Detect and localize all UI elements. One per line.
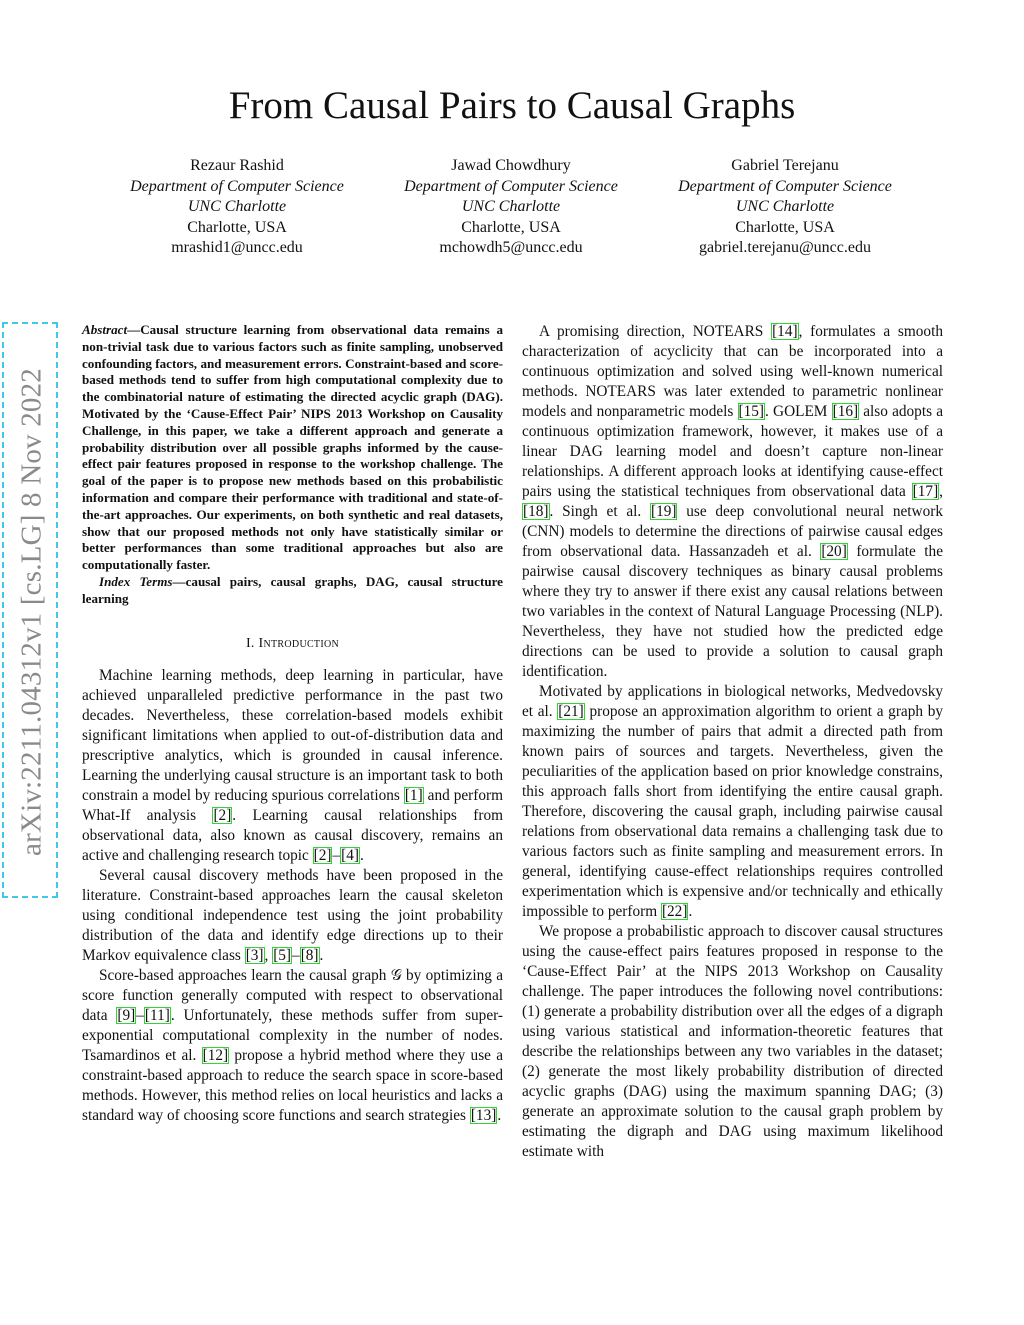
author-location: Charlotte, USA (461, 218, 561, 236)
section-number: I. (245, 635, 255, 651)
index-terms-label: Index Terms (99, 573, 173, 589)
author-block (100, 156, 924, 259)
author-location: Charlotte, USA (187, 218, 287, 236)
citation-link[interactable]: [8] (300, 946, 319, 964)
paragraph-text: and perform What-If analysis (82, 786, 503, 824)
citation-link[interactable]: [5] (273, 946, 292, 964)
left-column (82, 322, 503, 1126)
paragraph-text: . (359, 846, 364, 864)
author-university: UNC Charlotte (461, 198, 561, 215)
paragraph-text: Machine learning methods, deep learning in particular, have achieved unparalleled predictive performance in the past two decades. Nevertheless, these correlation-based models exhibit significant limitations when applied to out-of-distribution data and prescriptive analytics, which is grounded in causal inference. Learning the underlying causal structure is an important task to both constrain a model by reducing spurious correlations (82, 666, 503, 804)
author-email[interactable]: mrashid1@uncc.edu (171, 239, 303, 256)
paragraph-text: . GOLEM (765, 403, 832, 420)
paragraph-text: , (939, 483, 943, 500)
author-email[interactable]: mchowdh5@uncc.edu (439, 239, 583, 256)
paragraph-text: propose a hybrid method where they use a constraint-based approach to reduce the search space in score-based methods. However, this method relies on local heuristics and lacks a standard way of choosing score functions and search strategies (82, 1046, 503, 1124)
author-name: Rezaur Rashid (190, 157, 284, 174)
paragraph-text: Score-based approaches learn the causal graph 𝒢 by optimizing a score function generally computed with respect to observational data (82, 966, 503, 1024)
author-email[interactable]: gabriel.terejanu@uncc.edu (699, 239, 871, 256)
citation-link[interactable]: [19] (650, 503, 677, 520)
index-terms-dash: — (172, 573, 186, 589)
citation-link[interactable]: [1] (404, 786, 423, 804)
citation-link[interactable]: [15] (738, 403, 765, 420)
author-1 (100, 156, 374, 259)
author-department: Department of Computer Science (678, 177, 892, 195)
paragraph-text: We propose a probabilistic approach to discover causal structures using the cause-effect pairs features proposed in response to the ‘Cause-Effect Pair’ at the NIPS 2013 Workshop on Causality challenge. The paper introduces the following novel contributions: (1) generate a probability distribution over all the edges of a digraph using various statistical and information-theoretic features that describe the relationships between any two variables in the dataset; (2) generate the most likely probability distribution of directed acyclic graphs (DAG) using the maximum spanning DAG; (3) generate an approximate solution to the causal graph problem by estimating the digraph and DAG using maximum likelihood estimate with (522, 923, 943, 1160)
arxiv-identifier: arXiv:2211.04312v1 [cs.LG] 8 Nov 2022 (15, 368, 48, 856)
citation-link[interactable]: [16] (832, 403, 859, 420)
paragraph-text: Motivated by applications in biological networks, Medvedovsky et al. (522, 683, 943, 720)
author-university: UNC Charlotte (187, 198, 287, 215)
paragraph-text: . Learning causal relationships from observational data, also known as causal discovery, remains an active and challenging research topic (82, 806, 503, 864)
citation-link[interactable]: [14] (772, 323, 798, 340)
right-paragraph (522, 922, 943, 1162)
citation-link[interactable]: [13] (470, 1106, 497, 1124)
left-paragraph (82, 666, 503, 866)
paragraph-text: . Singh et al. (549, 503, 650, 520)
citation-link[interactable]: [3] (245, 946, 264, 964)
right-paragraph (522, 322, 943, 682)
citation-link[interactable]: [2] (313, 846, 332, 864)
section-title-rest: ntroduction (263, 635, 340, 651)
paragraph-text: – (136, 1006, 144, 1024)
left-paragraph (82, 866, 503, 966)
paragraph-text: – (332, 846, 341, 864)
citation-link[interactable]: [22] (661, 903, 688, 920)
author-3 (648, 156, 922, 259)
citation-link[interactable]: [2] (213, 806, 232, 824)
abstract-dash: — (127, 322, 141, 337)
paragraph-text: formulate the pairwise causal discovery techniques as binary causal problems where they try to answer if there exist any causal relations between two variables in the context of Natural Language Processing (NLP). Nevertheless, they have not studied how the predicted edge directions can be used to provide a solution to causal graph identification. (522, 543, 943, 680)
paragraph-text: . (319, 946, 324, 964)
paragraph-text: . (497, 1106, 502, 1124)
abstract (82, 322, 503, 574)
paragraph-text: also adopts a continuous optimization framework, however, it makes use of a linear DAG learning model and doesn’t capture non-linear relationships. A different approach looks at identifying cause-effect pairs using the statistical techniques from observational data (522, 403, 943, 500)
index-terms-text: causal pairs, causal graphs, DAG, causal structure learning (82, 573, 503, 606)
abstract-text: Causal structure learning from observational data remains a non-trivial task due to various factors such as finite sampling, unobserved confounding factors, and measurement errors. Constraint-based and score-based methods tend to suffer from high computational complexity due to the combinatorial nature of estimating the directed acyclic graph (DAG). Motivated by the ‘Cause-Effect Pair’ NIPS 2013 Workshop on Causality Challenge, in this paper, we take a different approach and generate a probability distribution over all possible graphs informed by the cause-effect pair features proposed in response to the workshop challenge. The goal of the paper is to propose new methods based on this probabilistic information and compare their performance with traditional and state-of-the-art approaches. Our experiments, on both synthetic and real datasets, show that our proposed methods not only have statistically similar or better performances than some traditional approaches but also are computationally faster. (82, 322, 503, 573)
paragraph-text: , formulates a smooth characterization of acyclicity that can be incorporated into a continuous optimization and solved using well-known numerical methods. NOTEARS was later extended to parametric nonlinear models and nonparametric models (522, 323, 943, 420)
author-name: Jawad Chowdhury (451, 157, 571, 174)
paragraph-text: A promising direction, NOTEARS (539, 323, 772, 340)
left-paragraph (82, 966, 503, 1126)
author-name: Gabriel Terejanu (731, 157, 839, 174)
right-column (522, 322, 943, 1162)
citation-link[interactable]: [21] (558, 703, 584, 720)
citation-link[interactable]: [4] (341, 846, 359, 864)
citation-link[interactable]: [20] (821, 543, 847, 560)
citation-link[interactable]: [11] (144, 1006, 170, 1024)
right-paragraph (522, 682, 943, 922)
citation-link[interactable]: [12] (202, 1046, 229, 1064)
citation-link[interactable]: [9] (117, 1006, 136, 1024)
introduction-left-body (82, 666, 503, 1126)
arxiv-sidebar-stamp[interactable] (2, 322, 58, 898)
paragraph-text: . Unfortunately, these methods suffer from super-exponential computational complexity in the number of nodes. Tsamardinos et al. (82, 1006, 503, 1064)
author-department: Department of Computer Science (404, 177, 618, 195)
paragraph-text: , (264, 946, 273, 964)
paragraph-text: propose an approximation algorithm to orient a graph by maximizing the number of pairs that admit a directed path from known pairs of sources and targets. Nevertheless, given the peculiarities of the application based on prior knowledge constrains, this approach falls short from identifying the entire causal graph. Therefore, discovering the causal graph, including pairwise causal relations from observational data remains a challenging task due to various factors such as finite sampling and measurement errors. In general, identifying cause-effect relationships requires controlled experimentation which is expensive and/or technically and ethically impossible to perform (522, 703, 943, 920)
section-title-initial: I (258, 635, 264, 651)
author-department: Department of Computer Science (130, 177, 344, 195)
paragraph-text: . (688, 903, 693, 920)
citation-link[interactable]: [17] (912, 483, 939, 500)
paragraph-text: Several causal discovery methods have been proposed in the literature. Constraint-based approaches learn the causal skeleton using conditional independence test using the joint probability distribution of the data and identify edge directions up to their Markov equivalence class (82, 866, 503, 964)
index-terms (82, 574, 503, 608)
citation-link[interactable]: [18] (523, 503, 549, 520)
paragraph-text: – (292, 946, 300, 964)
paragraph-text: use deep convolutional neural network (CNN) models to determine the directions of pairwise causal edges from observational data. Hassanzadeh et al. (522, 503, 943, 560)
author-university: UNC Charlotte (735, 198, 835, 215)
paper-title: From Causal Pairs to Causal Graphs (228, 84, 796, 127)
author-location: Charlotte, USA (735, 218, 835, 236)
author-2 (374, 156, 648, 259)
section-heading-introduction (82, 636, 503, 652)
abstract-label: Abstract (82, 322, 128, 337)
